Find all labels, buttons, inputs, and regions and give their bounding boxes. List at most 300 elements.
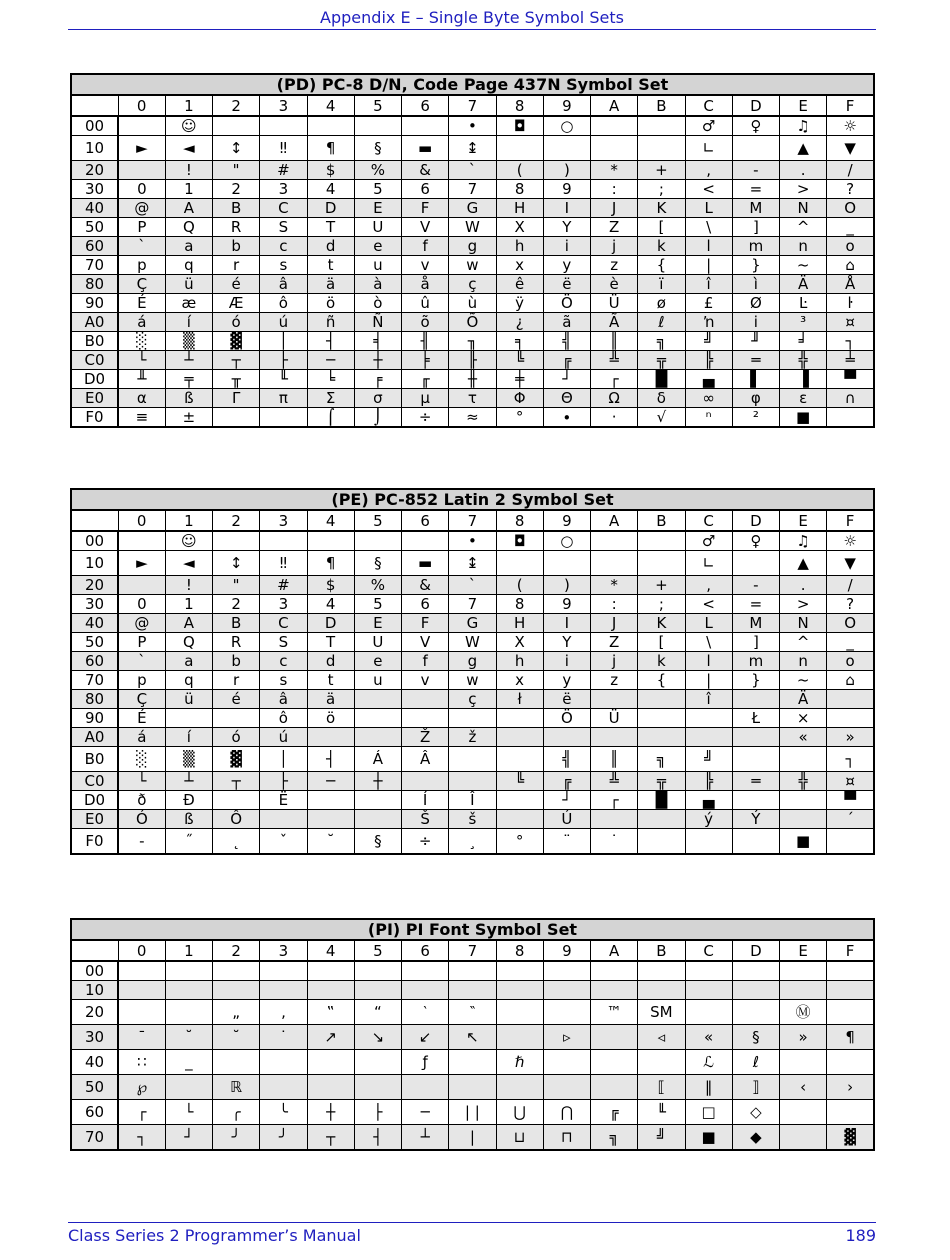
symbol-cell: Σ (307, 389, 354, 408)
symbol-cell: á (118, 728, 165, 747)
corner-cell (71, 940, 118, 961)
symbol-cell: φ (732, 389, 779, 408)
symbol-cell: g (449, 237, 496, 256)
symbol-cell: ) (543, 161, 590, 180)
row-header: 40 (71, 199, 118, 218)
table-row (71, 161, 874, 180)
symbol-cell: = (732, 180, 779, 199)
symbol-cell: ^ (780, 218, 827, 237)
table-row (71, 351, 874, 370)
symbol-cell (165, 709, 212, 728)
symbol-cell: ▓ (827, 1125, 874, 1151)
symbol-cell: ù (449, 294, 496, 313)
symbol-cell (591, 551, 638, 576)
symbol-cell: & (402, 576, 449, 595)
symbol-cell: ╧ (827, 351, 874, 370)
row-header: 30 (71, 1025, 118, 1050)
symbol-cell: µ (402, 389, 449, 408)
table-row (71, 136, 874, 161)
symbol-cell: ´ (827, 810, 874, 829)
symbol-cell: P (118, 633, 165, 652)
symbol-cell: ▹ (543, 1025, 590, 1050)
symbol-cell: ░ (118, 747, 165, 772)
symbol-cell: ┴ (402, 1125, 449, 1151)
symbol-cell (732, 981, 779, 1000)
row-header: 80 (71, 690, 118, 709)
symbol-cell (780, 791, 827, 810)
symbol-cell: ? (827, 180, 874, 199)
symbol-cell (496, 136, 543, 161)
symbol-cell: « (780, 728, 827, 747)
table-row (71, 633, 874, 652)
symbol-cell: 2 (213, 595, 260, 614)
symbol-cell: ü (165, 690, 212, 709)
symbol-cell: Φ (496, 389, 543, 408)
column-header: A (591, 95, 638, 116)
symbol-cell (827, 690, 874, 709)
symbol-cell: 9 (543, 595, 590, 614)
symbol-cell: ♫ (780, 116, 827, 136)
symbol-cell: 0 (118, 180, 165, 199)
table-row (71, 1125, 874, 1151)
symbol-cell: ˙ (260, 1025, 307, 1050)
symbol-cell: Ä (780, 275, 827, 294)
symbol-cell: ╕ (496, 332, 543, 351)
symbol-cell (827, 1050, 874, 1075)
table-row (71, 408, 874, 428)
symbol-cell (685, 961, 732, 981)
column-header-row (71, 510, 874, 531)
symbol-cell (591, 116, 638, 136)
symbol-cell: è (591, 275, 638, 294)
column-header: 2 (213, 940, 260, 961)
column-header: 7 (449, 940, 496, 961)
symbol-cell: ◘ (496, 531, 543, 551)
symbol-cell: T (307, 633, 354, 652)
header-title: Appendix E – Single Byte Symbol Sets (320, 8, 624, 27)
symbol-cell: ∞ (685, 389, 732, 408)
symbol-cell: ░ (118, 332, 165, 351)
symbol-cell: ╓ (402, 370, 449, 389)
row-header: 80 (71, 275, 118, 294)
symbol-cell (402, 961, 449, 981)
symbol-cell: ◃ (638, 1025, 685, 1050)
symbol-cell: J (591, 199, 638, 218)
symbol-cell: } (732, 256, 779, 275)
symbol-cell (260, 408, 307, 428)
corner-cell (71, 510, 118, 531)
symbol-cell (213, 1050, 260, 1075)
symbol-cell: Ô (213, 810, 260, 829)
symbol-cell (402, 981, 449, 1000)
row-header: 30 (71, 180, 118, 199)
symbol-cell: § (354, 829, 401, 855)
symbol-cell: ↖ (449, 1025, 496, 1050)
symbol-cell: ÷ (402, 829, 449, 855)
symbol-cell: » (780, 1025, 827, 1050)
symbol-cell: Õ (449, 313, 496, 332)
symbol-cell: ↕ (213, 551, 260, 576)
symbol-cell: C (260, 199, 307, 218)
symbol-cell: / (827, 161, 874, 180)
symbol-cell (685, 829, 732, 855)
symbol-cell: ○ (543, 531, 590, 551)
symbol-cell (260, 116, 307, 136)
symbol-cell: : (591, 180, 638, 199)
symbol-cell: @ (118, 614, 165, 633)
symbol-cell (780, 1100, 827, 1125)
symbol-cell: ‖ (685, 1075, 732, 1100)
symbol-cell: ╗ (638, 332, 685, 351)
symbol-cell: O (827, 614, 874, 633)
symbol-cell: / (827, 576, 874, 595)
symbol-cell: ▒ (165, 747, 212, 772)
symbol-cell: ╖ (449, 332, 496, 351)
column-header: B (638, 510, 685, 531)
row-header: D0 (71, 370, 118, 389)
symbol-cell: î (685, 690, 732, 709)
symbol-cell (449, 981, 496, 1000)
column-header-row (71, 95, 874, 116)
symbol-cell: ú (260, 728, 307, 747)
symbol-cell: | (685, 671, 732, 690)
corner-cell (71, 95, 118, 116)
symbol-cell: i (543, 237, 590, 256)
symbol-cell: ▀ (827, 791, 874, 810)
row-header: 60 (71, 652, 118, 671)
symbol-cell: ŉ (685, 313, 732, 332)
table-row (71, 313, 874, 332)
symbol-cell: s (260, 256, 307, 275)
symbol-cell: ■ (780, 829, 827, 855)
symbol-cell: Ñ (354, 313, 401, 332)
symbol-cell: ┌ (118, 1100, 165, 1125)
table-row (71, 652, 874, 671)
symbol-cell: | (685, 256, 732, 275)
symbol-cell (118, 1000, 165, 1025)
symbol-cell: π (260, 389, 307, 408)
symbol-cell: ◆ (732, 1125, 779, 1151)
column-header-row (71, 940, 874, 961)
symbol-cell (118, 961, 165, 981)
symbol-cell: Ü (591, 294, 638, 313)
row-header: 10 (71, 136, 118, 161)
symbol-cell (307, 1050, 354, 1075)
symbol-cell: É (118, 294, 165, 313)
symbol-cell: Â (402, 747, 449, 772)
symbol-cell: é (213, 275, 260, 294)
symbol-cell: ¤ (827, 772, 874, 791)
symbol-cell: L (685, 614, 732, 633)
symbol-cell: = (732, 595, 779, 614)
row-header: F0 (71, 408, 118, 428)
row-header: 60 (71, 237, 118, 256)
symbol-cell: ç (449, 275, 496, 294)
page-footer (68, 1222, 876, 1245)
symbol-cell: ‚ (260, 1000, 307, 1025)
symbol-cell (402, 709, 449, 728)
symbol-cell: [ (638, 218, 685, 237)
symbol-cell: Ü (591, 709, 638, 728)
symbol-cell (402, 772, 449, 791)
table-row (71, 1100, 874, 1125)
row-header: 20 (71, 576, 118, 595)
symbol-cell: [ (638, 633, 685, 652)
symbol-cell: 0 (118, 595, 165, 614)
symbol-cell: C (260, 614, 307, 633)
symbol-cell: M (732, 199, 779, 218)
symbol-cell (496, 551, 543, 576)
symbol-cell: ╬ (780, 772, 827, 791)
page-header (68, 8, 876, 30)
symbol-cell: • (449, 116, 496, 136)
symbol-cell: ▄ (685, 370, 732, 389)
row-header: 30 (71, 595, 118, 614)
symbol-cell: Ú (543, 810, 590, 829)
symbol-cell (213, 961, 260, 981)
row-header: B0 (71, 747, 118, 772)
symbol-cell: ≈ (449, 408, 496, 428)
table-row (71, 332, 874, 351)
symbol-cell: ╣ (543, 332, 590, 351)
row-header: 10 (71, 981, 118, 1000)
symbol-cell: ÿ (496, 294, 543, 313)
symbol-cell: k (638, 652, 685, 671)
symbol-cell: ! (165, 576, 212, 595)
symbol-cell: r (213, 256, 260, 275)
symbol-cell: § (354, 136, 401, 161)
column-header: F (827, 510, 874, 531)
symbol-cell: ► (118, 551, 165, 576)
symbol-cell: K (638, 199, 685, 218)
symbol-cell: ˛ (213, 829, 260, 855)
symbol-cell: ÷ (402, 408, 449, 428)
symbol-cell (685, 981, 732, 1000)
row-header: 10 (71, 551, 118, 576)
symbol-cell: % (354, 161, 401, 180)
symbol-cell: ¤ (827, 313, 874, 332)
symbol-cell: ∩ (827, 389, 874, 408)
column-header: 5 (354, 940, 401, 961)
symbol-table-pe (70, 488, 875, 855)
symbol-cell: ø (638, 294, 685, 313)
footer-manual-title: Class Series 2 Programmer’s Manual (68, 1226, 361, 1245)
symbol-cell: - (118, 829, 165, 855)
symbol-cell: ┐ (118, 1125, 165, 1151)
symbol-cell: Á (354, 747, 401, 772)
symbol-cell (638, 961, 685, 981)
symbol-cell: δ (638, 389, 685, 408)
symbol-cell (543, 981, 590, 1000)
symbol-cell: à (354, 275, 401, 294)
symbol-cell: t (307, 256, 354, 275)
symbol-cell (591, 1025, 638, 1050)
symbol-cell (543, 1075, 590, 1100)
table-row (71, 237, 874, 256)
symbol-cell (732, 747, 779, 772)
symbol-cell: × (780, 709, 827, 728)
symbol-cell: ▓ (213, 332, 260, 351)
symbol-cell: ═ (732, 351, 779, 370)
symbol-cell (732, 1000, 779, 1025)
table-row (71, 294, 874, 313)
symbol-cell: U (354, 633, 401, 652)
symbol-cell: ├ (260, 351, 307, 370)
symbol-cell: ‟ (307, 1000, 354, 1025)
symbol-cell (449, 1075, 496, 1100)
column-header: D (732, 940, 779, 961)
symbol-cell (402, 116, 449, 136)
symbol-cell: ┤ (307, 332, 354, 351)
symbol-cell: █ (638, 791, 685, 810)
symbol-cell: ï (638, 275, 685, 294)
symbol-cell: Đ (165, 791, 212, 810)
symbol-cell: ◄ (165, 136, 212, 161)
symbol-cell: ╙ (638, 1100, 685, 1125)
symbol-cell: Ø (732, 294, 779, 313)
symbol-cell: ä (307, 275, 354, 294)
row-header: 20 (71, 161, 118, 180)
symbol-cell: ▼ (827, 551, 874, 576)
symbol-cell: Θ (543, 389, 590, 408)
symbol-cell: ╩ (591, 351, 638, 370)
symbol-cell (354, 810, 401, 829)
symbol-cell: W (449, 633, 496, 652)
symbol-cell: ╝ (685, 747, 732, 772)
symbol-cell (165, 1075, 212, 1100)
symbol-cell: ë (543, 275, 590, 294)
row-header: 00 (71, 961, 118, 981)
symbol-cell (780, 981, 827, 1000)
symbol-cell: 8 (496, 595, 543, 614)
symbol-cell: ╢ (402, 332, 449, 351)
symbol-cell: 5 (354, 595, 401, 614)
symbol-cell: Q (165, 633, 212, 652)
table-row (71, 256, 874, 275)
symbol-cell: ! (165, 161, 212, 180)
symbol-cell: ∟ (685, 551, 732, 576)
table-row (71, 791, 874, 810)
symbol-cell: ] (732, 218, 779, 237)
table-title: (PI) PI Font Symbol Set (71, 919, 874, 940)
column-header: 2 (213, 510, 260, 531)
symbol-cell: x (496, 256, 543, 275)
symbol-cell: Å (827, 275, 874, 294)
symbol-cell: ╦ (638, 351, 685, 370)
symbol-cell: ∟ (685, 136, 732, 161)
symbol-cell: ┌ (591, 791, 638, 810)
symbol-cell: ┤ (307, 747, 354, 772)
symbol-cell: A (165, 614, 212, 633)
symbol-cell: ╔ (591, 1100, 638, 1125)
symbol-cell: L (685, 199, 732, 218)
symbol-cell: ` (118, 652, 165, 671)
symbol-cell: ¶ (307, 136, 354, 161)
symbol-cell: Z (591, 218, 638, 237)
symbol-cell: ╯ (260, 1125, 307, 1151)
table-row (71, 1000, 874, 1025)
symbol-cell: ▒ (165, 332, 212, 351)
symbol-cell: p (118, 671, 165, 690)
symbol-cell: m (732, 237, 779, 256)
symbol-cell (591, 531, 638, 551)
symbol-cell (449, 1050, 496, 1075)
symbol-cell: l (685, 652, 732, 671)
symbol-cell: Æ (213, 294, 260, 313)
symbol-cell: Ω (591, 389, 638, 408)
symbol-cell: “ (354, 1000, 401, 1025)
symbol-cell (449, 961, 496, 981)
symbol-cell (307, 116, 354, 136)
symbol-cell: ○ (543, 116, 590, 136)
symbol-cell: < (685, 180, 732, 199)
symbol-cell: c (260, 237, 307, 256)
symbol-cell: ↨ (449, 136, 496, 161)
column-header: 4 (307, 940, 354, 961)
symbol-cell: 7 (449, 180, 496, 199)
symbol-cell: $ (307, 161, 354, 180)
symbol-cell: i (732, 313, 779, 332)
symbol-cell: " (213, 576, 260, 595)
symbol-cell: ~ (780, 256, 827, 275)
symbol-cell: ß (165, 810, 212, 829)
symbol-cell (449, 772, 496, 791)
symbol-cell: â (260, 690, 307, 709)
symbol-cell: ╙ (260, 370, 307, 389)
column-header: 7 (449, 95, 496, 116)
column-header: 3 (260, 95, 307, 116)
symbol-cell: ℒ (685, 1050, 732, 1075)
symbol-cell: # (260, 576, 307, 595)
symbol-cell: ♀ (732, 116, 779, 136)
symbol-cell: ◇ (732, 1100, 779, 1125)
symbol-cell (354, 791, 401, 810)
symbol-cell: @ (118, 199, 165, 218)
symbol-cell: + (638, 161, 685, 180)
symbol-cell: Ä (780, 690, 827, 709)
column-header: 9 (543, 95, 590, 116)
symbol-cell: ▄ (685, 791, 732, 810)
symbol-cell: a (165, 237, 212, 256)
symbol-cell: ^ (780, 633, 827, 652)
symbol-cell (496, 791, 543, 810)
symbol-cell: ☼ (827, 116, 874, 136)
symbol-cell: _ (827, 633, 874, 652)
symbol-cell: \ (685, 633, 732, 652)
symbol-cell: 4 (307, 180, 354, 199)
table-row (71, 576, 874, 595)
column-header: E (780, 95, 827, 116)
symbol-cell: É (118, 709, 165, 728)
symbol-cell: ┼ (307, 1100, 354, 1125)
symbol-cell: ╚ (496, 351, 543, 370)
symbol-cell: ℓ (732, 1050, 779, 1075)
table-row (71, 747, 874, 772)
symbol-cell: Ž (402, 728, 449, 747)
symbol-cell: ┐ (827, 332, 874, 351)
symbol-cell: ┘ (543, 370, 590, 389)
symbol-cell (165, 961, 212, 981)
symbol-cell (496, 747, 543, 772)
symbol-cell: æ (165, 294, 212, 313)
row-header: 20 (71, 1000, 118, 1025)
symbol-cell (638, 1050, 685, 1075)
symbol-cell: Ç (118, 275, 165, 294)
symbol-cell: ℏ (496, 1050, 543, 1075)
symbol-cell (543, 1000, 590, 1025)
symbol-cell: ▓ (213, 747, 260, 772)
symbol-cell: D (307, 199, 354, 218)
